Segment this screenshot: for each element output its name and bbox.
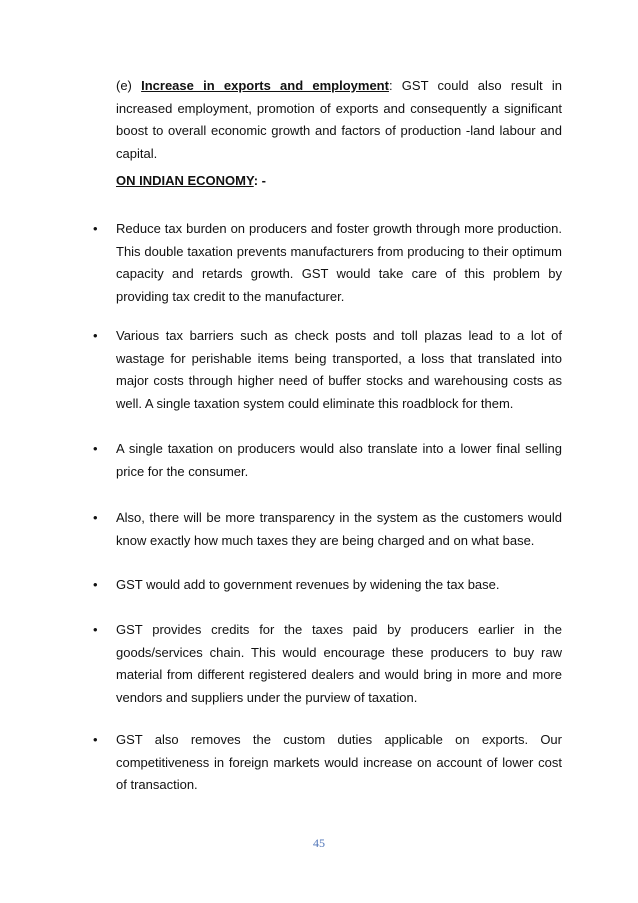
section-heading <box>116 171 266 191</box>
bullet-item: GST would add to government revenues by widening the tax base. <box>116 577 500 592</box>
bullet-item: Also, there will be more transparency in the system as the customers would know exactly how much taxes they are being charged and on what base. <box>116 510 562 548</box>
bullet-marker: • <box>93 732 98 747</box>
bullet-item: GST also removes the custom duties applicable on exports. Our competitiveness in foreign markets would increase on account of lower cost of transaction. <box>116 732 562 792</box>
bullet-item: Various tax barriers such as check posts and toll plazas lead to a lot of wastage for perishable items being transported, a loss that translated into major costs through higher need of buffer stocks and warehousing costs as well. A single taxation system could eliminate this roadblock for them. <box>116 328 562 411</box>
intro-lead-heading: Increase in exports and employment <box>141 78 389 93</box>
bullet-item: GST provides credits for the taxes paid by producers earlier in the goods/services chain. This would encourage these producers to buy raw material from different registered dealers and would bring in more and more vendors and suppliers under the purview of taxation. <box>116 622 562 705</box>
section-heading-title: ON INDIAN ECONOMY <box>116 173 254 188</box>
bullet-marker: • <box>93 328 98 343</box>
intro-body: : GST could also result in increased employment, promotion of exports and consequently a significant boost to overall economic growth and factors of production -land labour and capital. <box>116 78 562 161</box>
intro-prefix: (e) <box>116 78 142 93</box>
bullet-item: A single taxation on producers would also translate into a lower final selling price for the consumer. <box>116 441 562 479</box>
bullet-marker: • <box>93 510 98 525</box>
bullet-marker: • <box>93 577 98 592</box>
page-number: 45 <box>313 836 325 850</box>
bullet-marker: • <box>93 221 98 236</box>
section-heading-suffix: : - <box>253 173 266 188</box>
bullet-marker: • <box>93 441 98 456</box>
intro-paragraph <box>116 75 562 165</box>
bullet-item: Reduce tax burden on producers and foster growth through more production. This double taxation prevents manufacturers from producing to their optimum capacity and retards growth. GST would take care of this problem by providing tax credit to the manufacturer. <box>116 221 562 304</box>
bullet-marker: • <box>93 622 98 637</box>
